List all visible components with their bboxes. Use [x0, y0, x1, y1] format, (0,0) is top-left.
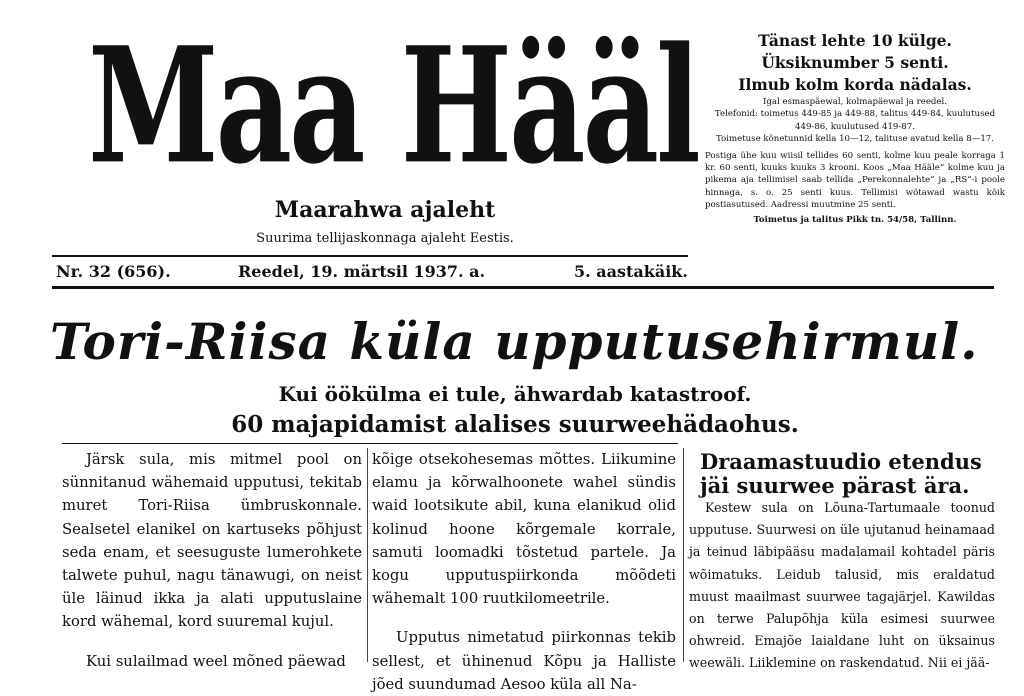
- issue-number: Nr. 32 (656).: [56, 262, 171, 281]
- info-address: Toimetus ja talitus Pikk tn. 54/58, Tallinn.: [753, 214, 957, 225]
- info-box: [705, 30, 1005, 226]
- info-frequency: Ilmub kolm korda nädalas.: [738, 75, 972, 94]
- headline-deck-1: Kui öökülma ei tule, ähwardab katastroof.: [278, 382, 752, 406]
- sidebar-paragraph: Kestew sula on Lõuna-Tartumaale toonud upputuse. Suurwesi on üle ujutanud heinamaad ja teinud läbipääsu madalamail kohtadel päris wõimatuks. Leidub talusid, mis eraldatud muust maailmast suurwee tagajärjel. Kawildas on terwe Palupõhja küla esimesi suurwee ohwreid. Emajõe laialdane luht on üksainus weewäli. Liiklemine on raskendatud. Nii ei jää-: [689, 500, 995, 671]
- article-column-1: [62, 448, 362, 673]
- article-paragraph: kõige otsekohesemas mõttes. Liikumine elamu ja kõrwalhoonete wahel sündis waid lootsikute abil, kuna elanikud olid kolinud hoone kõrgemale korrale, samuti loomadki tõstetud partele. Ja kogu upputuspiirkonda mõõdeti wähemalt 100 ruutkilomeetrile.: [372, 451, 676, 608]
- article-paragraph: Kui sulailmad weel mõned päewad: [86, 652, 346, 670]
- issue-date: Reedel, 19. märtsil 1937. a.: [238, 262, 486, 281]
- volume-number: 5. aastakäik.: [574, 262, 688, 281]
- article-paragraph: Järsk sula, mis mitmel pool on sünnitanud wähemaid upputusi, tekitab muret Tori-Riisa ümbruskonnale. Sealsetel elanikel on kartuseks põhjust seda enam, et seesuguste lumerohkete talwete puhul, nagu tänawugi, on neist üle läinud ikka ja alati upputuslaine kord wähemal, kord suuremal kujul.: [62, 451, 362, 631]
- article-column-2: [372, 448, 676, 696]
- column-rule-2: [683, 448, 684, 662]
- info-subscription: Postiga ühe kuu wiisil tellides 60 senti, kolme kuu peale korraga 1 kr. 60 senti, kuuks kuuks 3 krooni. Koos „Maa Hääle“ kolme kuu ja pikema aja tellimisel saab tellida „Perekonnalehte“ ja „RS“-i poole hinnaga, s. o. 25 senti kuus. Tellimisi wõtawad wastu kõik postiasutused. Aadressi muutmine 25 senti.: [705, 150, 1005, 211]
- column-rule-1: [367, 448, 368, 662]
- masthead-title: Maa Hääl: [88, 11, 698, 200]
- info-phones: Telefonid: toimetus 449-85 ja 449-88, talitus 449-84, kuulutused 449-86, kuulutused 419-87.: [714, 109, 996, 132]
- sidebar-body: [689, 497, 995, 675]
- article-paragraph: Upputus nimetatud piirkonnas tekib sellest, et ühinenud Kõpu ja Halliste jõed suundumad Aesoo küla all Na-: [372, 629, 676, 693]
- main-headline: Tori-Riisa küla upputusehirmul.: [50, 312, 979, 371]
- info-days: Igal esmaspäewal, kolmapäewal ja reedel.: [762, 97, 948, 107]
- masthead-bottom-rule: [52, 286, 994, 289]
- headline-deck-2: 60 majapidamist alalises suurweehädaohus.: [231, 411, 799, 438]
- info-price: Üksiknumber 5 senti.: [761, 53, 949, 72]
- info-pages: Tänast lehte 10 külge.: [758, 31, 952, 50]
- headline-underline: [62, 443, 678, 444]
- sidebar-headline: Draamastuudio etendus jäi suurwee pärast ära.: [700, 449, 982, 498]
- info-hours: Toimetuse kõnetunnid kella 10—12, talituse avatud kella 8—17.: [715, 134, 995, 145]
- dateline-top-rule: [52, 255, 688, 257]
- masthead-subtitle: Maarahwa ajaleht: [274, 197, 496, 223]
- masthead-tagline: Suurima tellijaskonnaga ajaleht Eestis.: [256, 231, 514, 246]
